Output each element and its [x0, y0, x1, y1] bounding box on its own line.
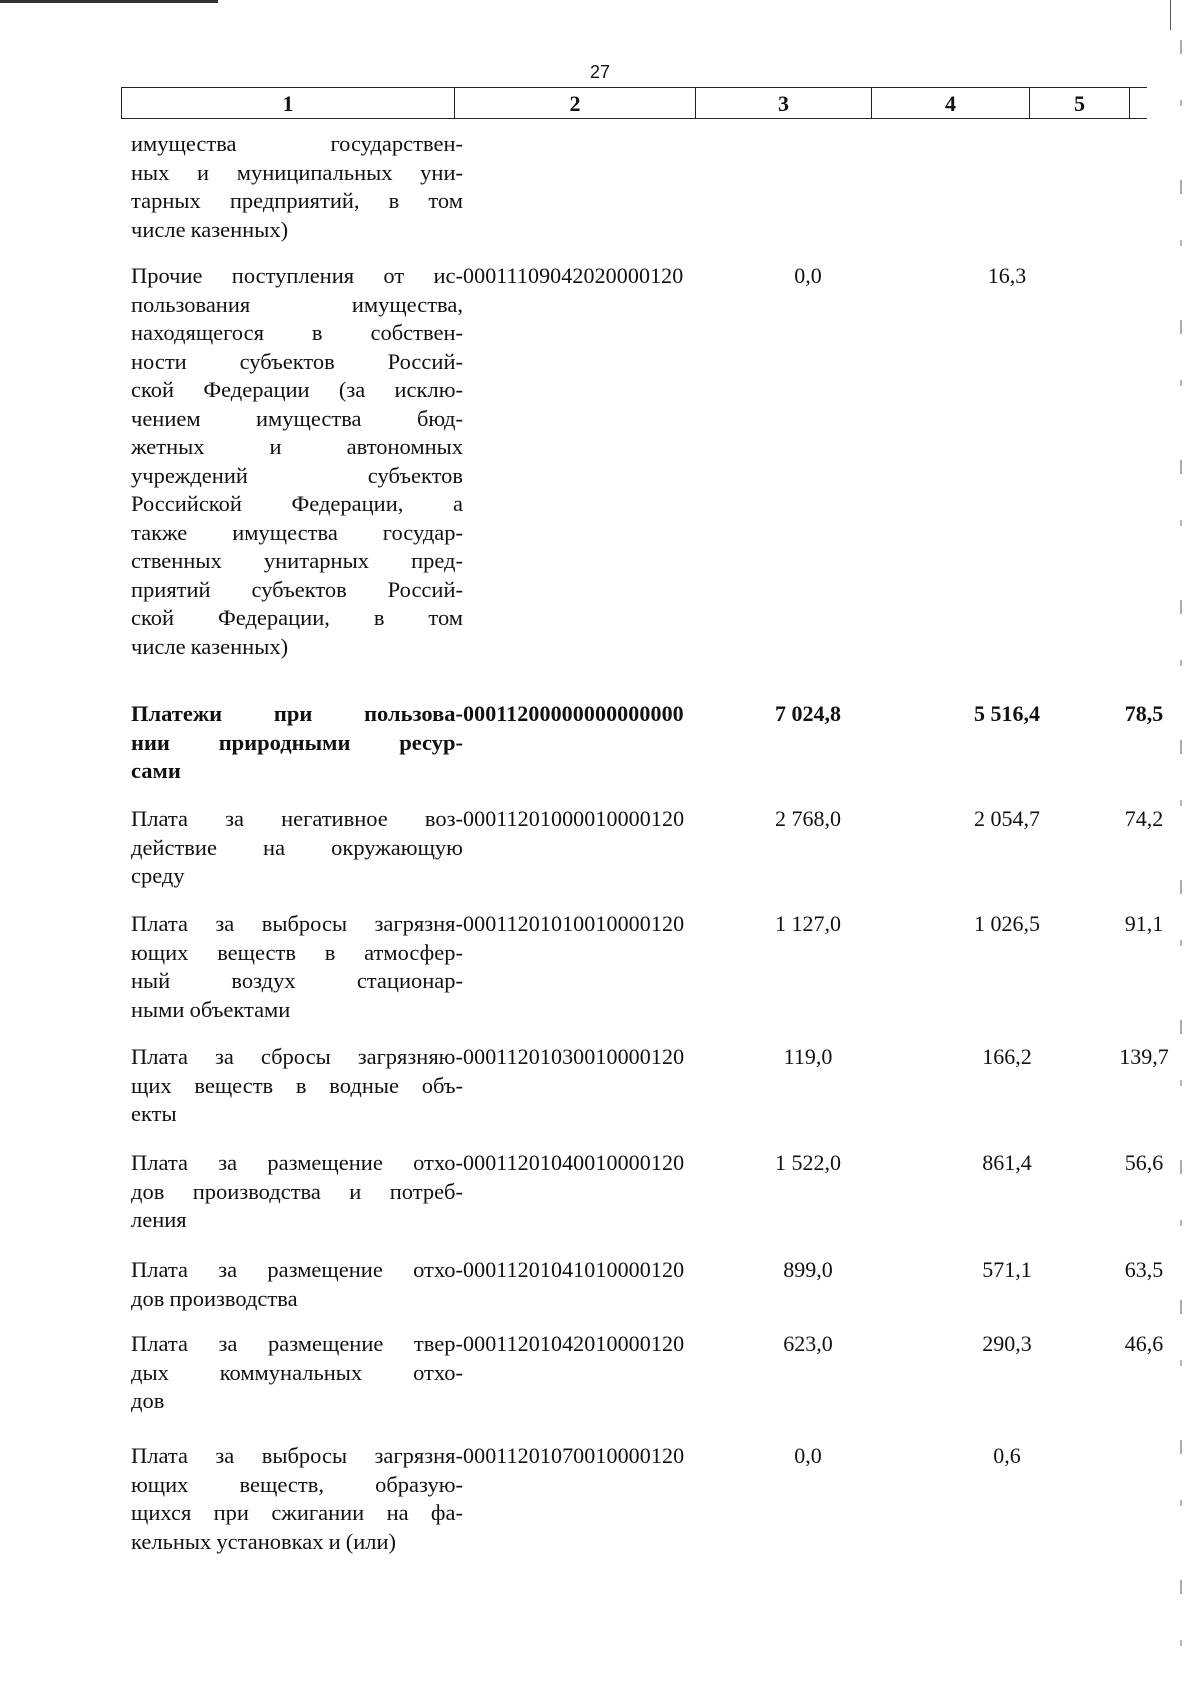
- row-col-4: 571,1: [982, 1257, 1032, 1282]
- description-line: ления: [131, 1207, 187, 1232]
- row-col-4: 290,3: [982, 1331, 1032, 1356]
- description-line: приятий субъектов Россий-: [131, 576, 463, 602]
- row-col-4: 166,2: [982, 1044, 1032, 1069]
- row-col-3: 2 768,0: [775, 806, 841, 831]
- row-col-3: 1 127,0: [775, 911, 841, 936]
- description-line: дов: [131, 1388, 165, 1413]
- scan-edge-right-top: [1170, 0, 1171, 30]
- description-line: числе казенных): [131, 216, 289, 242]
- row-col-3: 899,0: [783, 1257, 833, 1282]
- row-description: [131, 910, 463, 1024]
- row-description: [131, 700, 463, 786]
- row-col-5: 74,2: [1124, 806, 1164, 831]
- header-col-3: 3: [696, 88, 872, 118]
- row-description: [131, 805, 463, 891]
- row-description: [131, 130, 463, 244]
- row-col-4: 16,3: [987, 263, 1027, 288]
- row-description: [131, 1442, 463, 1556]
- scan-edge-top: [0, 0, 218, 3]
- row-col-4: 1 026,5: [974, 911, 1040, 936]
- description-line: имущества государствен-: [131, 131, 463, 156]
- row-col-4: 5 516,4: [974, 701, 1040, 726]
- description-line: Плата за размещение твер-: [131, 1331, 463, 1356]
- row-code: 00011200000000000000: [463, 701, 684, 726]
- description-line: Российской Федерации, а: [131, 491, 463, 516]
- row-code: 00011201030010000120: [463, 1044, 685, 1069]
- description-line: дов производства: [131, 1285, 298, 1311]
- row-description: [131, 1330, 463, 1416]
- description-line: екты: [131, 1101, 177, 1126]
- description-line: ющих веществ, образую-: [131, 1471, 463, 1497]
- description-line: также имущества государ-: [131, 519, 463, 545]
- description-line: Плата за сбросы загрязняю-: [131, 1044, 463, 1069]
- table-header: [121, 87, 1147, 119]
- row-col-4: 861,4: [982, 1150, 1032, 1175]
- row-col-4: 2 054,7: [974, 806, 1040, 831]
- page-number: 27: [589, 62, 611, 82]
- row-description: [131, 1043, 463, 1129]
- row-code: 00011201070010000120: [463, 1443, 685, 1468]
- description-line: учреждений субъектов: [131, 462, 463, 488]
- description-line: Плата за негативное воз-: [131, 806, 463, 831]
- description-line: нии природными ресур-: [131, 729, 463, 755]
- row-code: 00011201010010000120: [463, 911, 685, 936]
- row-code: 00011109042020000120: [463, 263, 684, 288]
- description-line: ской Федерации (за исклю-: [131, 377, 463, 402]
- description-line: Плата за размещение отхо-: [131, 1150, 463, 1175]
- description-line: чением имущества бюд-: [131, 405, 463, 431]
- description-line: пользования имущества,: [131, 291, 463, 317]
- row-code: 00011201041010000120: [463, 1257, 685, 1282]
- description-line: Прочие поступления от ис-: [131, 263, 463, 288]
- row-col-5: 56,6: [1124, 1150, 1164, 1175]
- description-line: действие на окружающую: [131, 834, 463, 860]
- budget-table: [121, 87, 1169, 1554]
- row-col-5: 46,6: [1124, 1331, 1164, 1356]
- description-line: ности субъектов Россий-: [131, 348, 463, 374]
- description-line: числе казенных): [131, 633, 289, 659]
- description-line: ными объектами: [131, 996, 291, 1022]
- row-col-3: 0,0: [794, 1443, 822, 1468]
- description-line: Плата за размещение отхо-: [131, 1257, 463, 1282]
- description-line: кельных установках и (или): [131, 1528, 397, 1554]
- description-line: Плата за выбросы загрязня-: [131, 911, 463, 936]
- row-col-3: 1 522,0: [775, 1150, 841, 1175]
- row-code: 00011201042010000120: [463, 1331, 685, 1356]
- row-col-3: 0,0: [794, 263, 822, 288]
- description-line: жетных и автономных: [131, 434, 463, 459]
- description-line: ской Федерации, в том: [131, 605, 463, 630]
- row-col-5: 139,7: [1119, 1044, 1169, 1069]
- row-col-3: 623,0: [783, 1331, 833, 1356]
- header-col-5: 5: [1030, 88, 1130, 118]
- header-col-1: 1: [122, 88, 455, 118]
- header-col-2: 2: [455, 88, 696, 118]
- description-line: ных и муниципальных уни-: [131, 159, 463, 185]
- header-col-4: 4: [872, 88, 1030, 118]
- description-line: щихся при сжигании на фа-: [131, 1500, 463, 1525]
- row-col-5: 63,5: [1124, 1257, 1164, 1282]
- row-code: 00011201040010000120: [463, 1150, 685, 1175]
- description-line: ственных унитарных пред-: [131, 548, 463, 573]
- row-col-5: 78,5: [1124, 701, 1164, 726]
- description-line: ющих веществ в атмосфер-: [131, 939, 463, 965]
- row-code: 00011201000010000120: [463, 806, 685, 831]
- description-line: дов производства и потреб-: [131, 1178, 463, 1204]
- description-line: Платежи при пользова-: [131, 701, 463, 726]
- description-line: тарных предприятий, в том: [131, 188, 463, 213]
- row-col-4: 0,6: [993, 1443, 1021, 1468]
- row-col-5: 91,1: [1124, 911, 1164, 936]
- row-col-3: 7 024,8: [775, 701, 841, 726]
- row-description: [131, 1149, 463, 1235]
- description-line: ный воздух стационар-: [131, 968, 463, 993]
- description-line: щих веществ в водные объ-: [131, 1072, 463, 1098]
- description-line: Плата за выбросы загрязня-: [131, 1443, 463, 1468]
- description-line: среду: [131, 863, 185, 888]
- description-line: сами: [131, 758, 181, 783]
- description-line: находящегося в собствен-: [131, 320, 463, 345]
- row-description: [131, 1256, 463, 1313]
- description-line: дых коммунальных отхо-: [131, 1359, 463, 1385]
- row-description: [131, 262, 463, 661]
- row-col-3: 119,0: [783, 1044, 833, 1069]
- scan-edge-right: [1180, 40, 1182, 1690]
